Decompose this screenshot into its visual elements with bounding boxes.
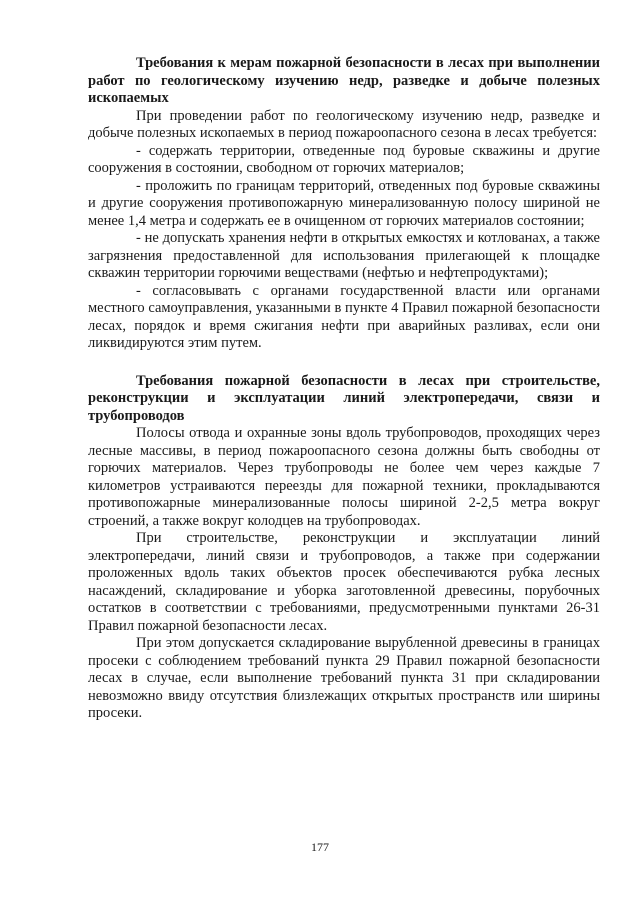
section-power-lines	[88, 373, 600, 723]
paragraph: При этом допускается складирование вырубленной древесины в границах просеки с соблюдением требований пункта 29 Правил пожарной безопасности лесах в случае, если выполнение требований пункта 31 при складировании невозможно ввиду отсутствия близлежащих открытых пространств или ширины просеки.	[88, 635, 600, 721]
list-item: - содержать территории, отведенные под буровые скважины и другие сооружения в состоянии, свободном от горючих материалов;	[88, 142, 600, 176]
paragraph: Полосы отвода и охранные зоны вдоль трубопроводов, проходящих через лесные массивы, в период пожароопасного сезона должны быть свободны от горючих материалов. Через трубопроводы не более чем через каждые 7 километров устраиваются переезды для пожарной техники, прокладываются противопожарные минерализованные полосы шириной 2-2,5 метра вокруг строений, а также вокруг колодцев на трубопроводах.	[88, 425, 600, 529]
page-number: 177	[311, 840, 329, 854]
section-heading: Требования к мерам пожарной безопасности в лесах при выполнении работ по геологическому изучению недр, разведке и добыче полезных ископаемых	[88, 55, 600, 106]
list-item: - не допускать хранения нефти в открытых емкостях и котлованах, а также загрязнения предоставленной для использования прилегающей к площадке скважин территории горючими веществами (нефтью и нефтепродуктами);	[88, 230, 600, 281]
list-item: - проложить по границам территорий, отведенных под буровые скважины и другие сооружения противопожарную минерализованную полосу шириной не менее 1,4 метра и содержать ее в очищенном от горючих материалов состоянии;	[88, 177, 600, 229]
paragraph: При проведении работ по геологическому изучению недр, разведке и добыче полезных ископаемых в период пожароопасного сезона в лесах требуется:	[88, 107, 600, 141]
list-item: - согласовывать с органами государственной власти или органами местного самоуправления, указанными в пункте 4 Правил пожарной безопасности лесах, порядок и время сжигания нефти при аварийных разливах, если они ликвидируются этим путем.	[88, 282, 600, 351]
section-mining	[88, 55, 600, 353]
section-heading: Требования пожарной безопасности в лесах при строительстве, реконструкции и эксплуатации линий электропередачи, связи и трубопроводов	[88, 372, 600, 424]
paragraph: При строительстве, реконструкции и эксплуатации линий электропередачи, линий связи и трубопроводов, а также при содержании проложенных вдоль таких объектов просек обеспечиваются рубка лесных насаждений, складирование и уборка заготовленной древесины, порубочных остатков в соответствии с требованиями, предусмотренными пунктами 26-31 Правил пожарной безопасности лесах.	[88, 530, 600, 634]
document-page	[88, 55, 600, 723]
